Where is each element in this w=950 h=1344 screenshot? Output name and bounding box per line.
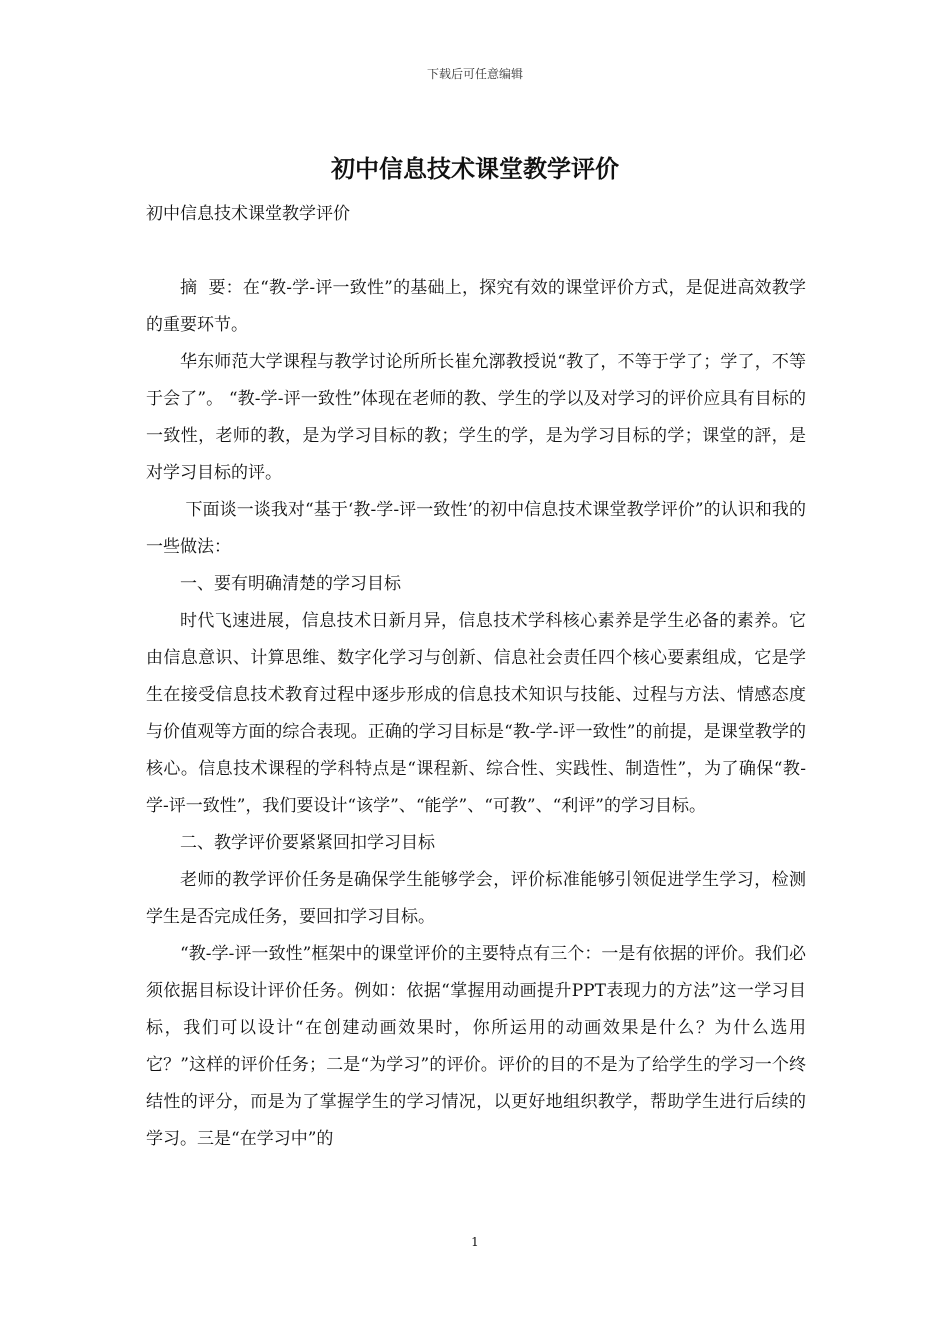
body-paragraph: 下面谈一谈我对“基于‘教-学-评一致性’的初中信息技术课堂教学评价”的认识和我的一些做法： — [146, 500, 806, 557]
document-title: 初中信息技术课堂教学评价 — [331, 154, 619, 183]
body-paragraph: 华东师范大学课程与教学讨论所所长崔允漷教授说“教了，不等于学了；学了，不等于会了”。 “教-学-评一致性”体现在老师的教、学生的学以及对学习的评价应具有目标的一致性，老师的教，是为学习目标的教；学生的学，是为学习目标的学；课堂的評，是对学习目标的评。 — [146, 352, 806, 483]
abstract-paragraph: 摘 要：在“教-学-评一致性”的基础上，探究有效的课堂评价方式，是促进高效教学的重要环节。 — [146, 278, 806, 335]
body-paragraph: 老师的教学评价任务是确保学生能够学会，评价标准能够引领促进学生学习，检测学生是否完成任务，要回扣学习目标。 — [146, 870, 806, 927]
document-body — [146, 270, 806, 1158]
section-heading: 一、要有明确清楚的学习目标 — [180, 574, 401, 594]
body-paragraph: 时代飞速进展，信息技术日新月异，信息技术学科核心素养是学生必备的素养。它由信息意识、计算思维、数字化学习与创新、信息社会责任四个核心要素组成，它是学生在接受信息技术教育过程中逐步形成的信息技术知识与技能、过程与方法、情感态度与价值观等方面的综合表现。正确的学习目标是“教-学-评一致性”的前提，是课堂教学的核心。信息技术课程的学科特点是“课程新、综合性、实践性、制造性”，为了确保“教-学-评一致性”，我们要设计“该学”、“能学”、“可教”、“利评”的学习目标。 — [146, 611, 806, 816]
page-header-note: 下载后可任意编辑 — [426, 67, 523, 81]
section-heading: 二、教学评价要紧紧回扣学习目标 — [180, 833, 435, 853]
body-paragraph: “教-学-评一致性”框架中的课堂评价的主要特点有三个：一是有依据的评价。我们必须依据目标设计评价任务。例如：依据“掌握用动画提升PPT表现力的方法”这一学习目标，我们可以设计“在创建动画效果时，你所运用的动画效果是什么？为什么选用它？”这样的评价任务；二是“为学习”的评价。评价的目的不是为了给学生的学习一个终结性的评分，而是为了掌握学生的学习情况，以更好地组织教学，帮助学生进行后续的学习。三是“在学习中”的 — [146, 944, 806, 1149]
document-subtitle: 初中信息技术课堂教学评价 — [146, 204, 350, 224]
page-number: 1 — [471, 1235, 479, 1249]
